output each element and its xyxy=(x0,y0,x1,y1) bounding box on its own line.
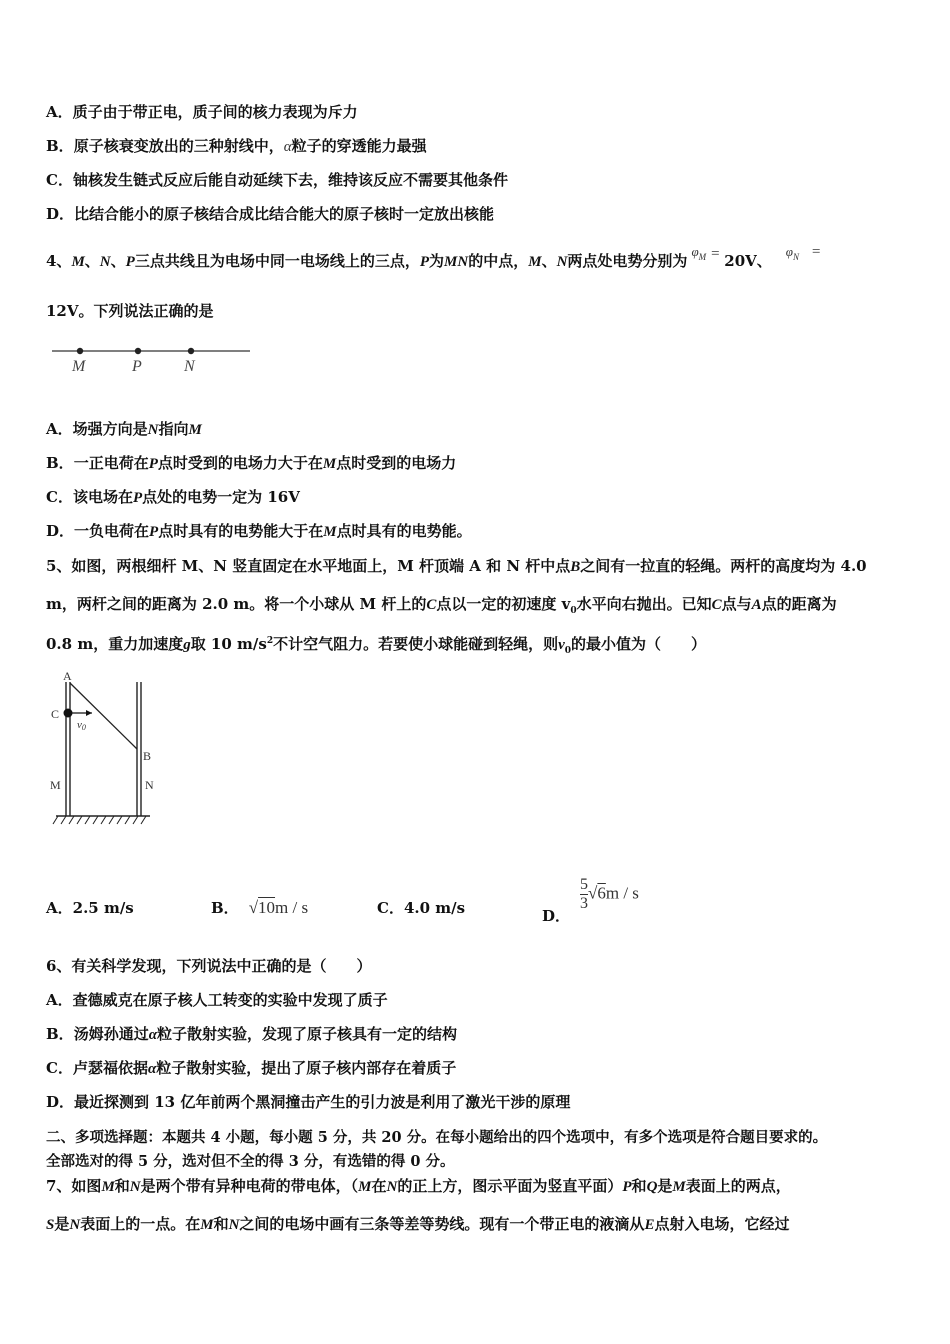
rod-m xyxy=(66,682,70,816)
q4-field-line-figure xyxy=(50,340,260,376)
q6-option-d: D．最近探测到 13 亿年前两个黑洞撞击产生的引力波是利用了激光干涉的原理 xyxy=(46,1093,571,1111)
q4-option-d: D．一负电荷在P点时具有的电势能大于在M点时具有的电势能。 xyxy=(46,522,472,540)
label-a: A xyxy=(63,669,72,683)
q4-stem-line1: 4、M、N、P三点共线且为电场中同一电场线上的三点，P为MN的中点，M、N两点处电势分别为$\varphi_M = 20V$、$\varphi_N$ = xyxy=(46,244,822,270)
ball xyxy=(64,709,73,718)
label-v0: v0 xyxy=(77,719,86,732)
q5-option-b: B． √10m / s xyxy=(211,898,309,917)
point-m xyxy=(77,348,83,354)
q6-stem: 6、有关科学发现，下列说法中正确的是（ ） xyxy=(46,957,372,975)
label-n: N xyxy=(184,358,195,375)
q6-option-a: A．查德威克在原子核人工转变的实验中发现了质子 xyxy=(46,991,388,1009)
q4-option-b: B．一正电荷在P点时受到的电场力大于在M点时受到的电场力 xyxy=(46,454,457,472)
q5-stem-line1: 5、如图，两根细杆 M、N 竖直固定在水平地面上，M 杆顶端 A 和 N 杆中点B之间有一拉直的轻绳。两杆的高度均为 4.0 xyxy=(46,557,867,575)
label-c: C xyxy=(51,707,60,721)
q5-option-c: C．4.0 m/s xyxy=(377,899,466,917)
q6-option-c: C．卢瑟福依据α粒子散射实验，提出了原子核内部存在着质子 xyxy=(46,1059,457,1077)
point-n xyxy=(188,348,194,354)
q4-option-c: C．该电场在P点处的电势一定为 16V xyxy=(46,488,300,506)
label-m: M xyxy=(72,358,86,375)
rod-n xyxy=(137,682,141,816)
q5-rods-figure xyxy=(44,668,159,828)
q5-option-a: A．2.5 m/s xyxy=(46,899,134,917)
q5-stem-line3: 0.8 m，重力加速度g取 10 $m/s^2$不计空气阻力。若要使小球能碰到轻绳，则$v_0$的最小值为（ ） xyxy=(46,635,707,656)
label-m: M xyxy=(50,778,61,792)
q5-option-d: D． $\frac{5}{3}$ √6m / s xyxy=(542,876,639,925)
label-p: P xyxy=(132,358,142,375)
label-b: B xyxy=(143,749,152,763)
q6-option-b: B．汤姆孙通过α粒子散射实验，发现了原子核具有一定的结构 xyxy=(46,1025,458,1043)
taut-rope xyxy=(70,683,137,749)
point-p xyxy=(135,348,141,354)
section2-heading-line2: 全部选对的得 5 分，选对但不全的得 3 分，有选错的得 0 分。 xyxy=(46,1153,455,1170)
q4-stem-line2: 12V。下列说法正确的是 xyxy=(46,302,214,320)
q3-option-d: D．比结合能小的原子核结合成比结合能大的原子核时一定放出核能 xyxy=(46,205,495,223)
section2-heading-line1: 二、多项选择题：本题共 4 小题，每小题 5 分，共 20 分。在每小题给出的四个选项中，有多个选项是符合题目要求的。 xyxy=(46,1129,828,1146)
ground xyxy=(53,816,150,824)
q3-option-c: C．铀核发生链式反应后能自动延续下去，维持该反应不需要其他条件 xyxy=(46,171,508,189)
q3-option-b: B．原子核衰变放出的三种射线中，α粒子的穿透能力最强 xyxy=(46,137,427,155)
q4-option-a: A．场强方向是N指向M xyxy=(46,420,202,438)
q3-option-a: A．质子由于带正电，质子间的核力表现为斥力 xyxy=(46,103,358,121)
q7-stem-line2: S是N表面上的一点。在M和N之间的电场中画有三条等差等势线。现有一个带正电的液滴从E点射入电场，它经过 xyxy=(46,1215,790,1233)
arrow-head-icon xyxy=(86,710,92,716)
q7-stem-line1: 7、如图M和N是两个带有异种电荷的带电体，（M在N的正上方，图示平面为竖直平面）P和Q是M表面上的两点， xyxy=(46,1177,791,1195)
label-n: N xyxy=(145,778,154,792)
q5-stem-line2: m，两杆之间的距离为 2.0 m。将一个小球从 M 杆上的C点以一定的初速度 $v_0$水平向右抛出。已知C点与A点的距离为 xyxy=(46,595,837,616)
